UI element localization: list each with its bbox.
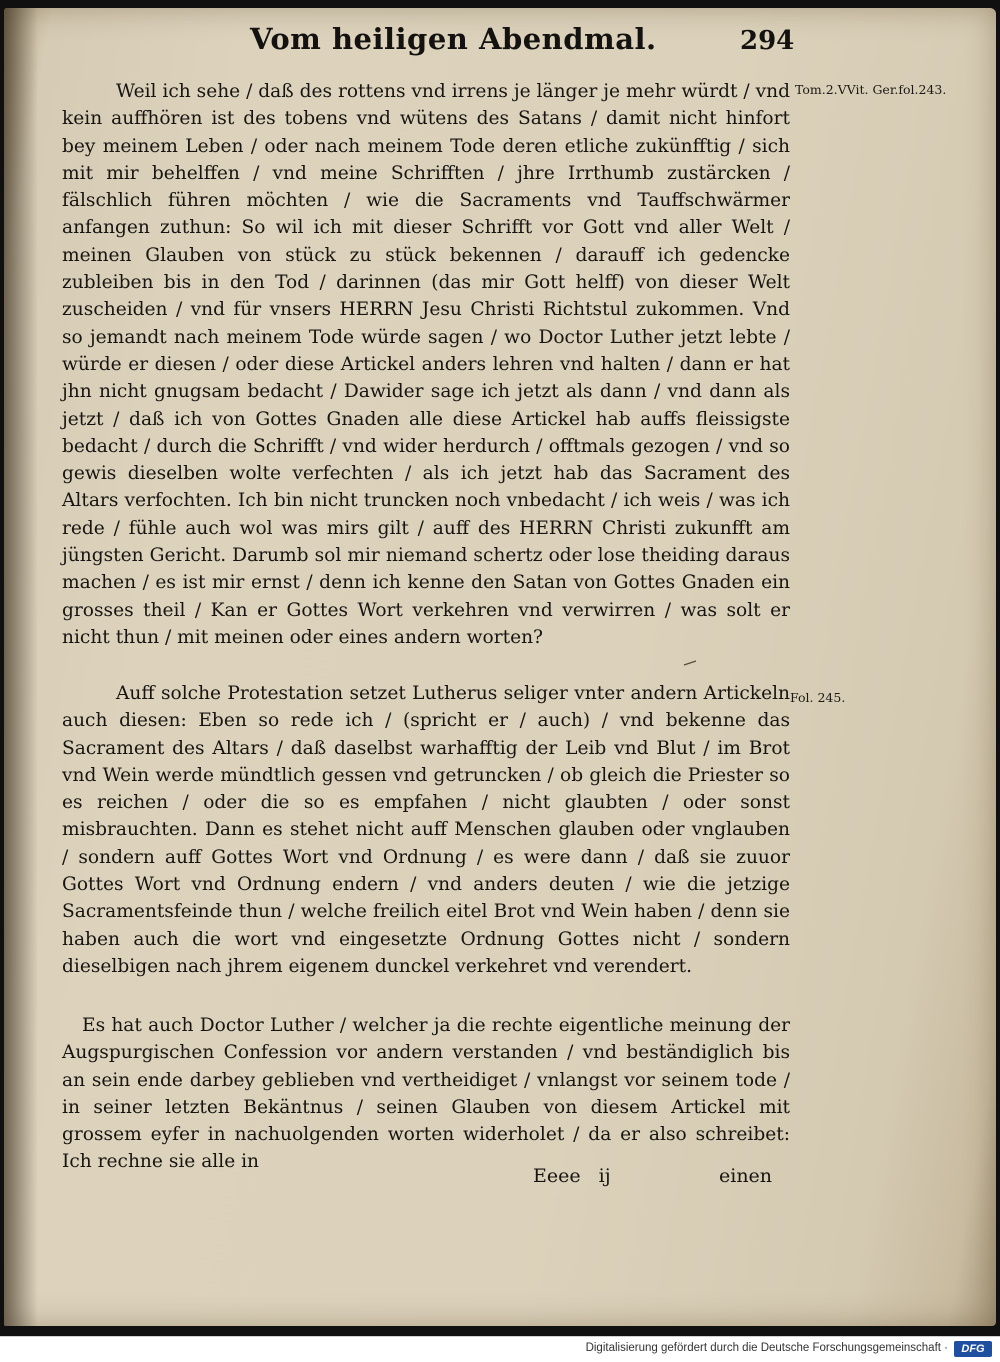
body-paragraph-1: Weil ich sehe / daß des rottens vnd irrens je länger je mehr würdt / vnd kein auffhören ist des tobens vnd wütens des Satans / damit nicht hinfort bey meinem Leben / oder nach meinem Tode deren etliche zukünfftig / sich mit mir behelffen / vnd meine Schrifften / jhre Irrthumb zustärcken / fälschlich führen möchten / wie die Sacraments vnd Tauffschwärmer anfangen zuthun: So wil ich mit dieser Schrifft vor Gott vnd aller Welt / meinen Glauben von stück zu stück bekennen / darauff ich gedencke zubleiben bis in den Tod / darinnen (das mir Gott helff) von dieser Welt zuscheiden / vnd für vnsers HERRN Jesu Christi Richtstul zukommen. Vnd so jemandt nach meinem Tode würde sagen / wo Doctor Luther jetzt lebte / würde er diesen / oder diese Artickel anders lehren vnd halten / dann er hat jhn nicht gnugsam bedacht / Dawider sage ich jetzt als dann / vnd dann als jetzt / daß ich von Gottes Gnaden alle diese Artickel hab auffs fleissigste bedacht / durch die Schrifft / vnd wider herdurch / offtmals gezogen / vnd so gewis dieselben wolte verfechten / als ich jetzt hab das Sacrament des Altars verfochten. Ich bin nicht truncken noch vnbedacht / ich weis / was ich rede / fühle auch wol was mirs gilt / auff des HERRN Christi zukunfft am jüngsten Gericht. Darumb sol mir niemand schertz oder lose theiding daraus machen / es ist mir ernst / denn ich kenne den Satan von Gottes Gnaden ein grosses theil / Kan er Gottes Wort verkehren vnd verwirren / was solt er nicht thun / mit meinen oder eines andern worten? — [62, 81, 790, 648]
spine-shadow — [4, 8, 38, 1326]
margin-note-reference-1: Tom.2.VVit. Ger.fol.243. — [795, 82, 947, 97]
catchword: einen — [719, 1165, 773, 1187]
footer-funding-text: Digitalisierung gefördert durch die Deutsche Forschungsgemeinschaft · — [585, 1342, 948, 1354]
body-paragraph-3: Es hat auch Doctor Luther / welcher ja die rechte eigentliche meinung der Augspurgischen Confession vor andern verstanden / vnd beständiglich bis an sein ende darbey geblieben vnd vertheidiget / vnlangst vor seinem tode / in seiner letzten Bekäntnus / seinen Glauben von diesem Artickel mit grossem eyfer in nachuolgenden worten widerholet / da er also schreibet: Ich rechne sie alle in — [62, 1015, 790, 1173]
footer-bar — [0, 1336, 1000, 1362]
signature-text: Eeee ij — [533, 1165, 611, 1187]
running-title: Vom heiligen Abendmal. — [250, 22, 657, 56]
dfg-logo[interactable]: DFG — [954, 1341, 992, 1357]
margin-note-reference-2: Fol. 245. — [790, 690, 846, 705]
page-number: 294 — [740, 26, 795, 56]
body-paragraph-2: Auff solche Protestation setzet Lutherus seliger vnter andern Artickeln auch diesen: Eben so rede ich / (spricht er / auch) / vnd bekenne das Sacrament des Altars / daß daselbst warhafftig der Leib vnd Blut / im Brot vnd Wein werde mündtlich gessen vnd getruncken / ob gleich die Priester so es reichen / oder die so es empfahen / nicht glaubten / oder sonst misbrauchten. Dann es stehet nicht auff Menschen glauben oder vnglauben / sondern auff Gottes Wort vnd Ordnung / es were dann / daß sie zuuor Gottes Wort vnd Ordnung endern / vnd anders deuten / wie die jetzige Sacramentsfeinde thun / welche freilich eitel Brot vnd Wein haben / denn sie haben auch die wort vnd eingesetzte Ordnung Gottes nicht / sondern dieselbigen nach jhrem eigenem dunckel verkehret vnd verendert. — [62, 683, 790, 977]
ink-mark — [683, 660, 697, 666]
